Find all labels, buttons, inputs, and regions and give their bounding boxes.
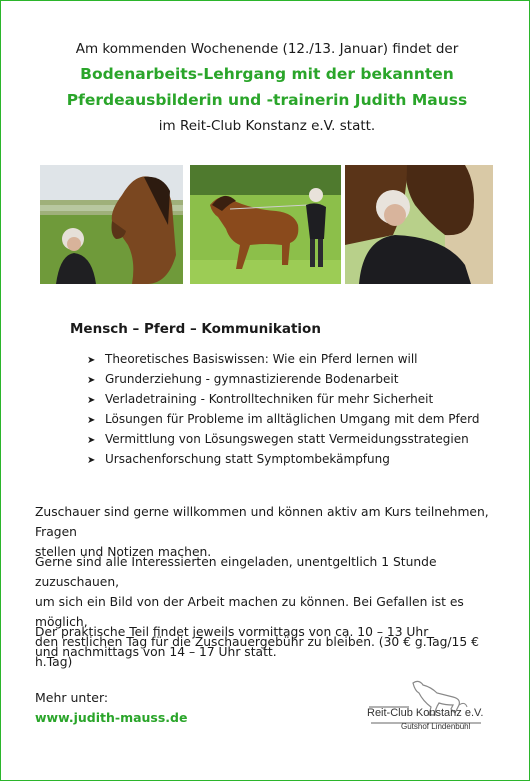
club-logo-subtitle: Gutshof Lindenbühl [401, 722, 471, 731]
list-item: ➤ Verladetraining - Kontrolltechniken für mehr Sicherheit [87, 389, 479, 409]
headline-line-1: Bodenarbeits-Lehrgang mit der bekannten [80, 65, 454, 83]
arrow-bullet-icon: ➤ [87, 355, 96, 366]
arrow-bullet-icon: ➤ [87, 455, 96, 466]
list-item: ➤ Vermittlung von Lösungswegen statt Vermeidungsstrategien [87, 429, 479, 449]
arrow-bullet-icon: ➤ [87, 395, 96, 406]
intro-text: Am kommenden Wochenende (12./13. Januar) findet der [75, 41, 459, 57]
website-link[interactable]: www.judith-mauss.de [35, 710, 188, 725]
spectator-paragraph: Zuschauer sind gerne willkommen und können aktiv am Kurs teilnehmen, Fragen stellen und Notizen machen. [35, 505, 489, 559]
photo-trainer-hugging-horse [345, 165, 493, 284]
list-item: ➤ Ursachenforschung statt Symptombekämpfung [87, 449, 479, 469]
headline-line-2: Pferdeausbilderin und -trainerin Judith Mauss [66, 91, 468, 109]
topic-list [87, 349, 479, 469]
more-info-label: Mehr unter: [35, 690, 109, 705]
arrow-bullet-icon: ➤ [87, 435, 96, 446]
list-item: ➤ Theoretisches Basiswissen: Wie ein Pferd lernen will [87, 349, 479, 369]
arrow-bullet-icon: ➤ [87, 415, 96, 426]
photo-trainer-lunging-horse [190, 165, 341, 284]
invitation-paragraph: Gerne sind alle Interessierten eingeladen, unentgeltlich 1 Stunde zuzuschauen, um sich ein Bild von der Arbeit machen zu können. Bei Gefallen ist es möglich, den restlichen Tag für die Zuschauergebühr zu bleiben. (30 € g.Tag/15 € h.Tag) [35, 555, 479, 669]
photo-trainer-with-horse-field [40, 165, 183, 284]
venue-text: im Reit-Club Konstanz e.V. statt. [158, 118, 376, 134]
list-item: ➤ Grunderziehung - gymnastizierende Bodenarbeit [87, 369, 479, 389]
arrow-bullet-icon: ➤ [87, 375, 96, 386]
schedule-paragraph: Der praktische Teil findet jeweils vormittags von ca. 10 – 13 Uhr und nachmittags von 14 – 17 Uhr statt. [35, 625, 429, 659]
section-title: Mensch – Pferd – Kommunikation [70, 321, 321, 337]
club-logo-name: Reit-Club Konstanz e.V. [367, 707, 484, 719]
list-item: ➤ Lösungen für Probleme im alltäglichen Umgang mit dem Pferd [87, 409, 479, 429]
